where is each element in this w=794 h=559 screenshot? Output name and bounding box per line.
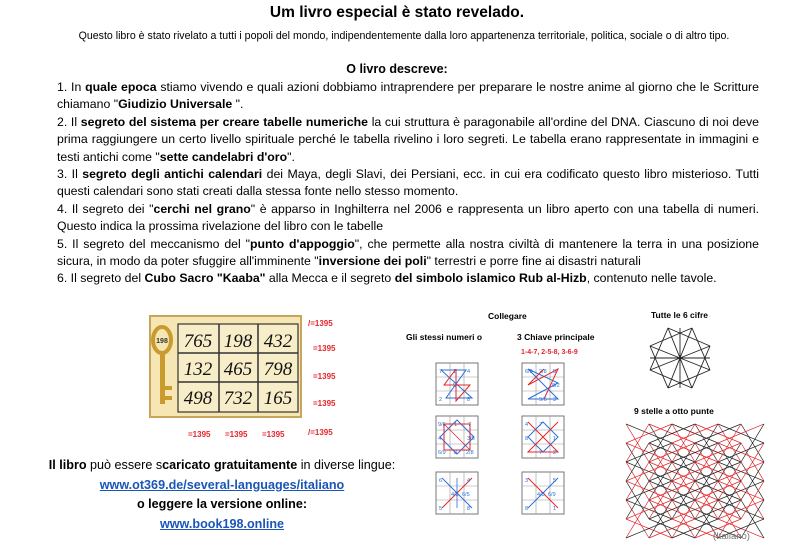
item-list (57, 79, 759, 288)
sum-label: /=1395 (308, 319, 333, 328)
svg-text:2/8: 2/8 (466, 450, 474, 456)
all-six-label: Tutte le 6 cifre (651, 310, 708, 320)
svg-text:7: 7 (468, 422, 472, 428)
svg-text:198: 198 (156, 338, 168, 345)
sum-label: =1395 (313, 399, 336, 408)
svg-text:6/5: 6/5 (462, 492, 470, 498)
cell: 732 (223, 388, 253, 409)
svg-text:4: 4 (438, 436, 442, 442)
svg-text:4: 4 (467, 478, 471, 484)
svg-text:5: 5 (553, 478, 557, 484)
svg-text:1: 1 (454, 422, 458, 428)
svg-text:2/8: 2/8 (539, 369, 547, 375)
svg-text:1: 1 (553, 436, 557, 442)
cell: 198 (223, 331, 253, 352)
svg-text:4/5: 4/5 (451, 492, 459, 498)
svg-text:6: 6 (439, 478, 443, 484)
svg-text:3: 3 (553, 397, 557, 403)
sum-label: =1395 (313, 344, 336, 353)
svg-text:4: 4 (467, 369, 471, 375)
svg-text:9/6: 9/6 (539, 397, 547, 403)
svg-text:7: 7 (439, 369, 443, 375)
online-text: o leggere la versione online: (136, 497, 308, 511)
svg-text:3: 3 (525, 478, 529, 484)
cell: 765 (183, 331, 213, 352)
svg-text:8: 8 (525, 436, 529, 442)
grid-6 (522, 472, 564, 514)
svg-text:3/6: 3/6 (467, 436, 475, 442)
cell: 165 (263, 388, 293, 409)
svg-text:8/2: 8/2 (552, 383, 560, 389)
subtitle: Questo libro è stato rivelato a tutti i popoli del mondo, indipendentemente dalla loro appartenenza territoriale, politica, sociale o di altro tipo. (78, 30, 730, 42)
svg-text:2: 2 (553, 450, 557, 456)
language-tag: (Italiano) (713, 531, 750, 542)
svg-text:2: 2 (439, 397, 443, 403)
describe-heading: O livro descreve: (346, 62, 448, 76)
svg-text:4: 4 (525, 422, 529, 428)
svg-text:8: 8 (525, 506, 529, 512)
sum-label: =1395 (225, 430, 248, 439)
svg-text:7: 7 (539, 450, 543, 456)
magic-square (148, 314, 303, 419)
page-title: Um livro especial è stato revelado. (269, 4, 525, 21)
cell: 798 (263, 359, 293, 380)
nine-stars-label: 9 stelle a otto punte (634, 406, 714, 416)
svg-text:8: 8 (467, 397, 471, 403)
svg-text:5: 5 (439, 506, 443, 512)
grid-3 (436, 416, 478, 458)
same-numbers-label: Gli stessi numeri o (406, 332, 483, 342)
list-item: 2. Il segreto del sistema per creare tabelle numeriche la cui struttura è paragonabile all'ordine del DNA. Ciascuno di noi deve prima raggiungere un certo livello spirituale perché le tabella rivelino i loro segreti. Le tabella erano rappresentate in immagini e testi antichi come "sette candelabri d'oro". (57, 114, 759, 164)
svg-text:6/9: 6/9 (525, 369, 533, 375)
svg-text:5: 5 (453, 383, 457, 389)
cell: 465 (223, 359, 253, 380)
list-item: 4. Il segreto dei "cerchi nel grano" è apparso in Inghilterra nel 2006 e rappresenta un libro aperto con una tabella di numeri. Questo indica la prossima rivelazione del libro con le tabelle (57, 201, 759, 234)
three-keys-label: 3 Chiave principale (517, 332, 595, 342)
svg-text:5: 5 (553, 369, 557, 375)
svg-text:9/6: 9/6 (438, 422, 446, 428)
collegare-label: Collegare (488, 311, 527, 321)
list-item: 5. Il segreto del meccanismo del "punto d'appoggio", che permette alla nostra civiltà di mantenere la terra in una posizione sicura, in modo da poter sfuggire all'imminente "inversione dei poli" terrestri e porre fine ai disastri naturali (57, 236, 759, 269)
sum-label: =1395 (188, 430, 211, 439)
download-block (8, 456, 436, 534)
list-item: 1. In quale epoca stiamo vivendo e quali azioni dobbiamo intraprendere per preparare le nostre anime al giorno che le Scritture chiamano "Giudizio Universale ". (57, 80, 759, 112)
nine-stars-grid (622, 420, 768, 542)
svg-text:1: 1 (453, 369, 457, 375)
grid-1 (436, 363, 478, 405)
svg-text:6/9: 6/9 (438, 450, 446, 456)
online-link[interactable]: www.book198.online (159, 516, 285, 531)
grid-2 (522, 363, 564, 405)
download-link[interactable]: www.ot369.de/several-languages/italiano (99, 477, 345, 492)
svg-text:1: 1 (553, 506, 557, 512)
key-groups-label: 1-4-7, 2-5-8, 3-6-9 (521, 349, 578, 356)
magic-square-panel (148, 314, 303, 424)
sum-label: =1395 (313, 372, 336, 381)
svg-text:6/9: 6/9 (548, 492, 556, 498)
svg-text:4/3: 4/3 (537, 492, 545, 498)
sum-label: =1395 (262, 430, 285, 439)
cell: 498 (183, 388, 213, 409)
grid-5 (436, 472, 478, 514)
grid-4 (522, 416, 564, 458)
svg-text:7: 7 (539, 422, 543, 428)
sum-label: /=1395 (308, 428, 333, 437)
list-item: 6. Il segreto del Cubo Sacro "Kaaba" alla Mecca e il segreto del simbolo islamico Rub al-Hizb, contenuto nelle tavole. (57, 271, 717, 286)
svg-text:8: 8 (454, 450, 458, 456)
list-item: 3. Il segreto degli antichi calendari dei Maya, degli Slavi, dei Persiani, ecc. in cui era codificato questo libro misterioso. Tutti questi calendari sono stati creati dalla stessa fonte nello stesso momento. (57, 167, 759, 199)
download-text: Il libro può essere scaricato gratuitamente in diverse lingue: (48, 458, 396, 472)
six-digit-star (648, 326, 712, 390)
connection-grids (400, 360, 600, 535)
cell: 132 (183, 359, 213, 380)
svg-text:8: 8 (467, 506, 471, 512)
cell: 432 (263, 331, 293, 352)
